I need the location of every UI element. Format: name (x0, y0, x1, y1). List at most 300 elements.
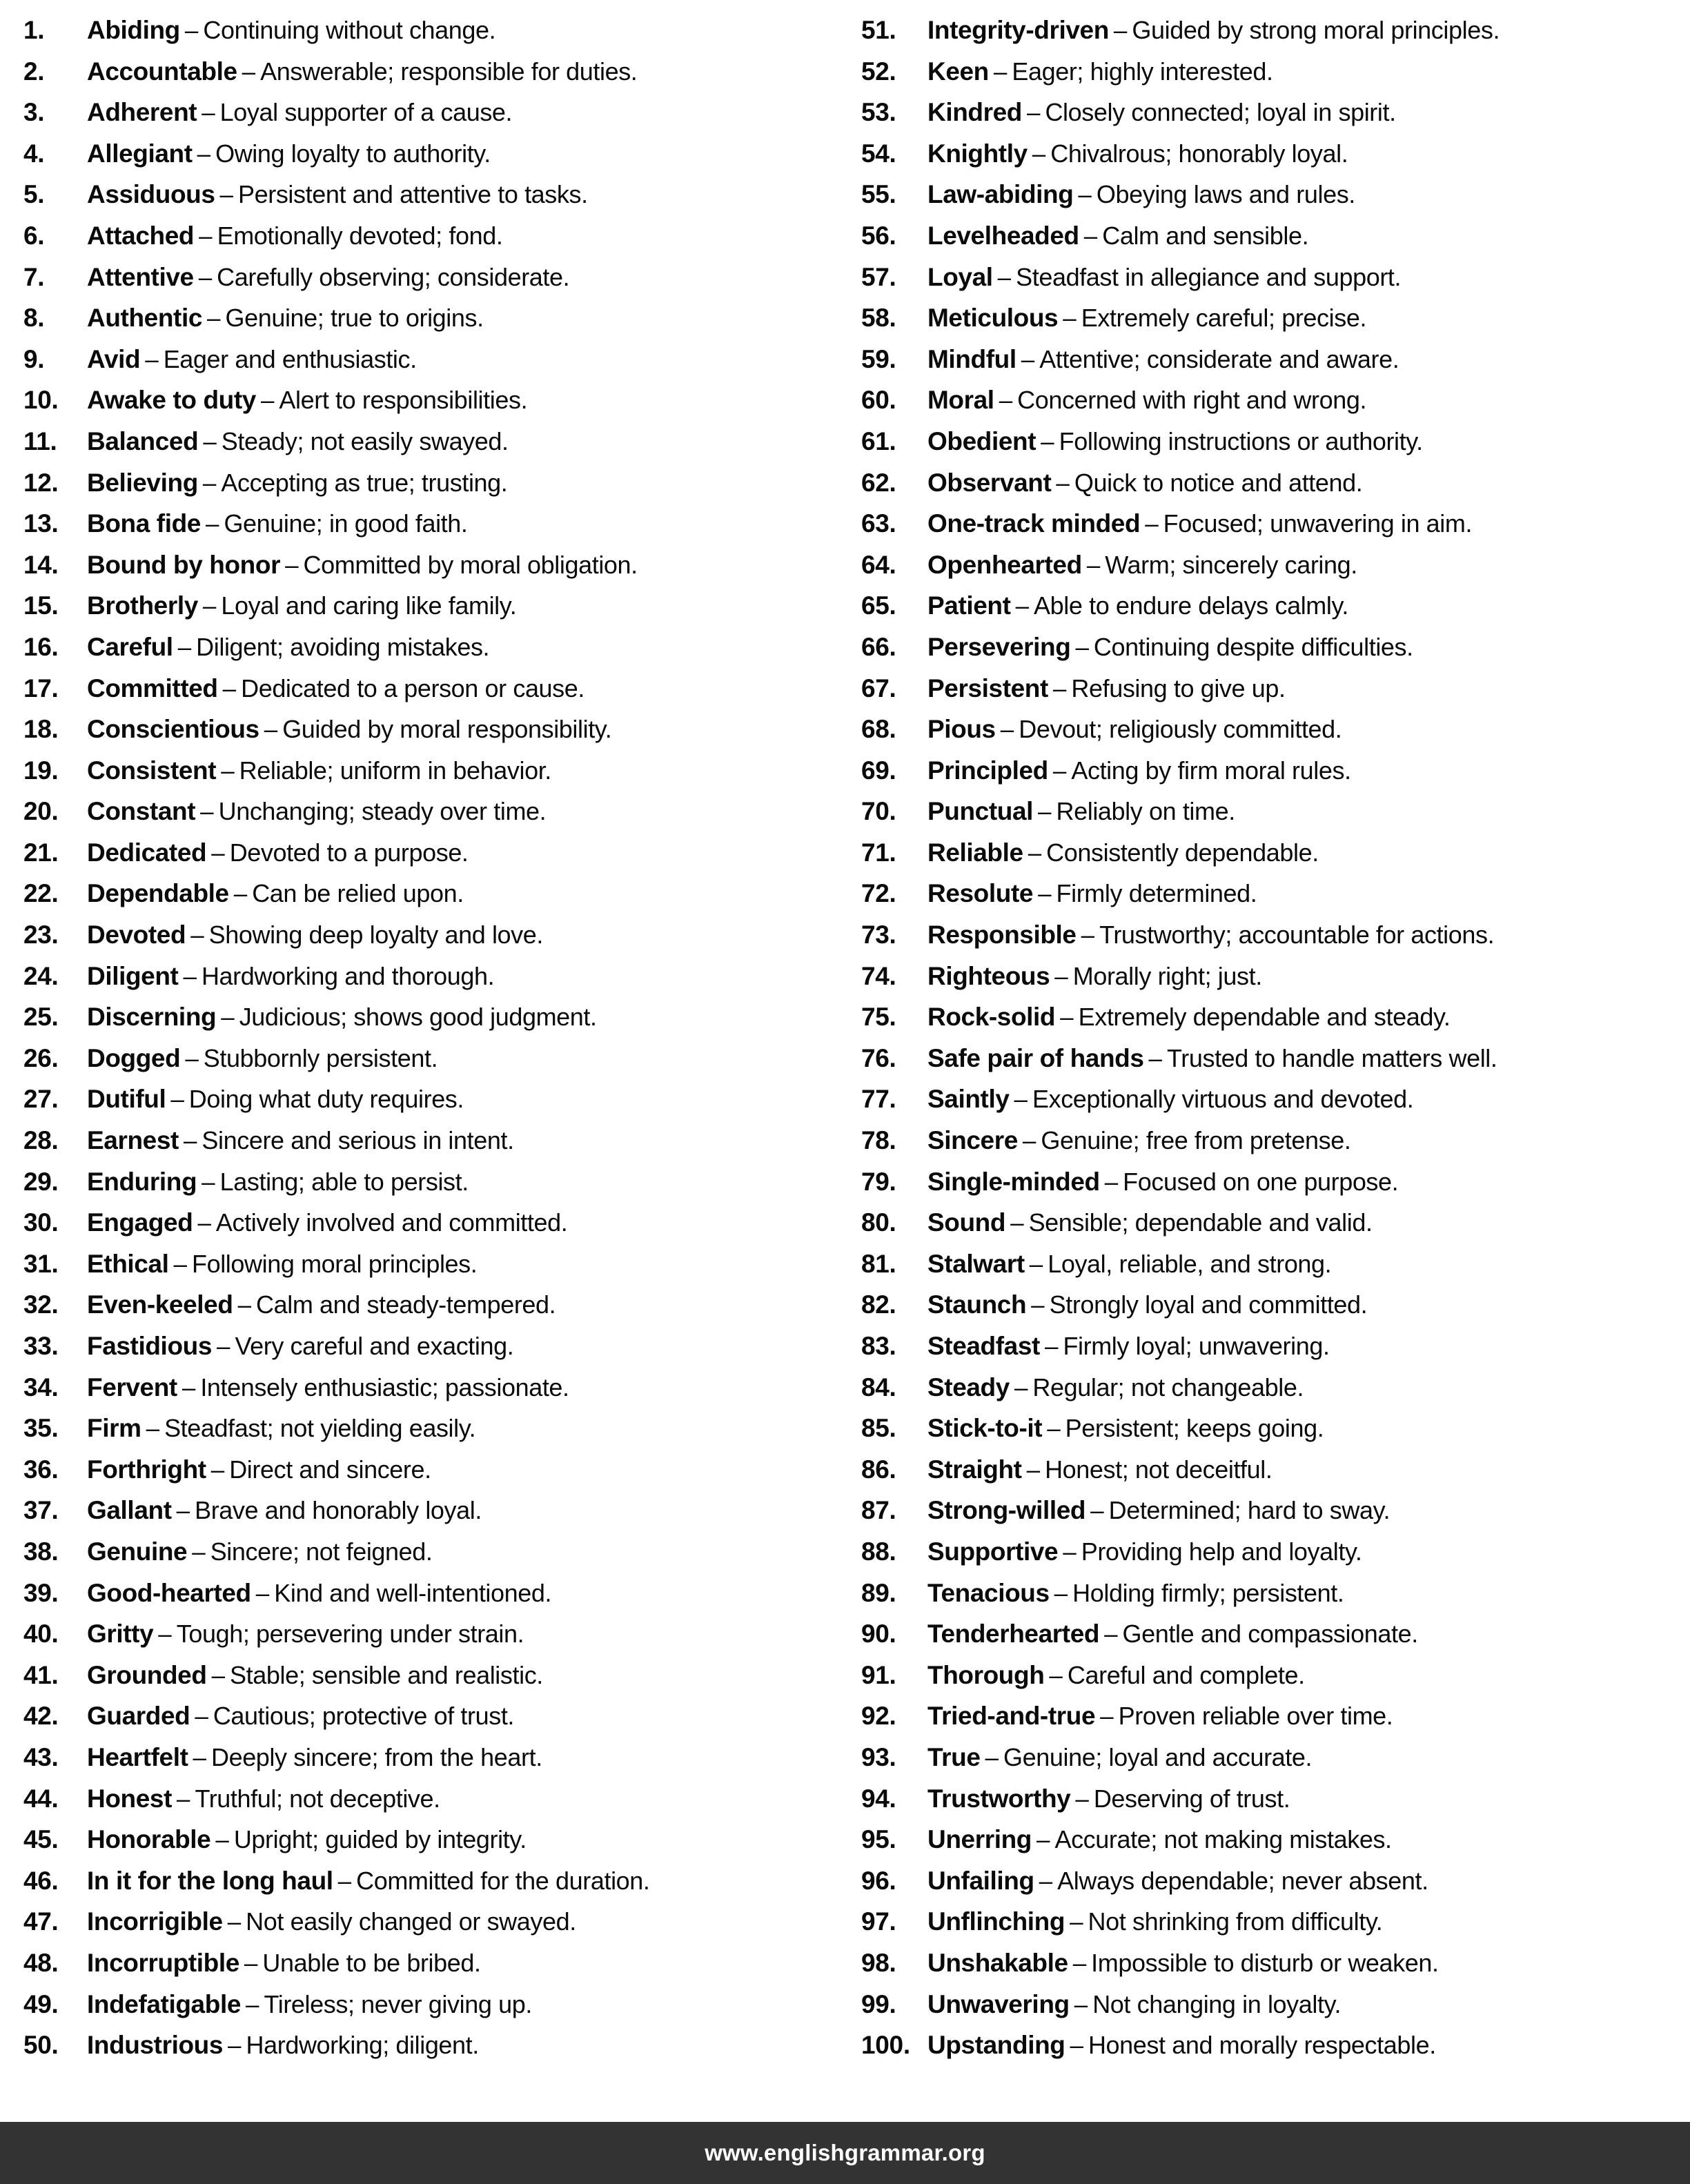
list-item-number: 73. (861, 921, 896, 950)
list-item-term: Dedicated (87, 838, 207, 867)
list-item-term: Levelheaded (927, 221, 1079, 250)
list-item-term: Kindred (927, 98, 1022, 127)
list-item-definition: Showing deep loyalty and love. (208, 921, 543, 950)
list-item (23, 668, 838, 709)
list-item-term: Resolute (927, 879, 1034, 908)
list-item-number: 76. (861, 1043, 896, 1072)
list-item-separator: – (1015, 593, 1030, 620)
list-item-number: 30. (23, 1208, 59, 1237)
list-item-definition: Cautious; protective of trust. (213, 1702, 515, 1731)
list-item (861, 914, 1682, 956)
list-item-term: Grounded (87, 1660, 207, 1689)
list-item-separator: – (1063, 305, 1077, 333)
list-item-definition: Alert to responsibilities. (279, 386, 528, 415)
list-item-term: Devoted (87, 921, 186, 950)
list-item-number: 44. (23, 1784, 59, 1813)
list-item-number: 61. (861, 426, 896, 455)
list-item-term: Thorough (927, 1660, 1045, 1689)
list-item-number: 81. (861, 1249, 896, 1278)
list-item-number: 90. (861, 1620, 896, 1649)
list-item (861, 10, 1682, 51)
list-item-definition: Sensible; dependable and valid. (1028, 1208, 1373, 1237)
list-item-separator: – (246, 1991, 259, 2018)
list-item-number: 54. (861, 139, 896, 168)
list-item-separator: – (1021, 346, 1035, 373)
list-item-separator: – (184, 17, 199, 44)
list-item-definition: Acting by firm moral rules. (1071, 756, 1351, 785)
list-item-term: Observant (927, 468, 1052, 497)
list-item-definition: Committed for the duration. (356, 1866, 650, 1895)
list-item (861, 1737, 1682, 1778)
list-item (861, 1038, 1682, 1079)
list-item (23, 1367, 838, 1408)
list-item-definition: Honest; not deceitful. (1045, 1455, 1273, 1484)
list-item-number: 78. (861, 1126, 896, 1155)
list-item-separator: – (1031, 1292, 1045, 1319)
list-item-definition: Genuine; in good faith. (224, 509, 468, 538)
list-item (23, 1531, 838, 1573)
list-item-definition: Concerned with right and wrong. (1017, 386, 1367, 415)
list-item-number: 77. (861, 1085, 896, 1114)
list-item-term: Principled (927, 756, 1048, 785)
list-item-definition: Accepting as true; trusting. (221, 468, 508, 497)
list-item-term: Staunch (927, 1290, 1027, 1319)
list-item (23, 1860, 838, 1902)
list-item-separator: – (210, 1456, 225, 1484)
list-item-number: 83. (861, 1332, 896, 1360)
list-item-definition: Calm and steady-tempered. (256, 1290, 556, 1319)
list-item-definition: Following instructions or authority. (1059, 426, 1423, 455)
list-item-definition: Genuine; free from pretense. (1041, 1126, 1351, 1155)
list-item (861, 51, 1682, 92)
list-item-term: Genuine (87, 1537, 188, 1566)
list-item (23, 92, 838, 133)
list-item-separator: – (215, 1827, 229, 1854)
list-item-definition: Determined; hard to sway. (1108, 1496, 1391, 1525)
list-item-separator: – (1026, 1456, 1041, 1484)
list-item-term: Indefatigable (87, 1989, 241, 2018)
list-item-term: Authentic (87, 304, 203, 333)
list-item-term: Gallant (87, 1496, 172, 1525)
list-item (861, 1613, 1682, 1655)
list-item-term: Supportive (927, 1537, 1059, 1566)
list-item-number: 88. (861, 1537, 896, 1566)
list-item-number: 64. (861, 550, 896, 579)
list-item (23, 832, 838, 874)
list-item-number: 49. (23, 1989, 59, 2018)
list-item-number: 59. (861, 344, 896, 373)
list-item-number: 62. (861, 468, 896, 497)
list-item-number: 48. (23, 1948, 59, 1977)
list-item-number: 91. (861, 1660, 896, 1689)
list-item-separator: – (1052, 675, 1067, 702)
list-item-number: 71. (861, 838, 896, 867)
list-item-separator: – (1044, 1333, 1059, 1360)
list-item-term: Righteous (927, 961, 1050, 990)
list-item-term: Persistent (927, 673, 1048, 702)
list-item (23, 914, 838, 956)
list-item (23, 956, 838, 997)
list-item-separator: – (211, 1662, 226, 1689)
list-item-separator: – (158, 1621, 172, 1649)
list-item (861, 1655, 1682, 1696)
list-item (23, 1613, 838, 1655)
list-item (861, 1860, 1682, 1902)
list-item (861, 257, 1682, 298)
list-item-definition: Reliably on time. (1056, 797, 1235, 826)
list-item (861, 996, 1682, 1038)
list-item (23, 297, 838, 339)
list-item-term: Integrity-driven (927, 16, 1109, 44)
list-item-separator: – (207, 305, 221, 333)
list-item (861, 1202, 1682, 1243)
list-item-definition: Continuing without change. (203, 16, 496, 44)
list-item-term: One-track minded (927, 509, 1141, 538)
list-item-term: Keen (927, 57, 989, 86)
list-item-separator: – (1078, 181, 1092, 209)
list-item-number: 35. (23, 1414, 59, 1443)
list-item-term: Moral (927, 386, 994, 415)
list-item-term: Incorruptible (87, 1948, 239, 1977)
list-item-definition: Tough; persevering under strain. (176, 1620, 524, 1649)
list-item (861, 1284, 1682, 1326)
list-item-term: Avid (87, 344, 141, 373)
list-item-separator: – (999, 387, 1013, 415)
list-item-separator: – (1100, 1703, 1114, 1731)
list-item-number: 1. (23, 16, 45, 44)
list-item-separator: – (1086, 551, 1101, 579)
list-item-number: 96. (861, 1866, 896, 1895)
list-item-definition: Intensely enthusiastic; passionate. (200, 1373, 569, 1401)
list-item-definition: Eager and enthusiastic. (163, 344, 417, 373)
list-item (23, 1120, 838, 1161)
list-item (861, 1449, 1682, 1491)
list-item-number: 41. (23, 1660, 59, 1689)
list-item-separator: – (1074, 1991, 1088, 2018)
list-item-number: 100. (861, 2031, 910, 2060)
list-item-number: 85. (861, 1414, 896, 1443)
list-item-number: 24. (23, 961, 59, 990)
list-item-separator: – (985, 1744, 999, 1771)
list-item-definition: Unable to be bribed. (262, 1948, 481, 1977)
list-item-number: 82. (861, 1290, 896, 1319)
list-item-number: 12. (23, 468, 59, 497)
list-item-definition: Owing loyalty to authority. (215, 139, 491, 168)
list-item-definition: Focused; unwavering in aim. (1163, 509, 1473, 538)
list-item-definition: Guided by moral responsibility. (282, 715, 612, 744)
list-item-term: Committed (87, 673, 218, 702)
list-item-separator: – (211, 839, 225, 867)
list-item-term: Stick-to-it (927, 1414, 1043, 1443)
list-item-separator: – (1056, 469, 1070, 497)
list-item-number: 87. (861, 1496, 896, 1525)
list-item-separator: – (1041, 428, 1054, 455)
list-item (861, 1243, 1682, 1285)
list-item-separator: – (1075, 633, 1089, 661)
list-item-definition: Accurate; not making mistakes. (1054, 1825, 1392, 1854)
list-item-definition: Unchanging; steady over time. (218, 797, 547, 826)
list-item-number: 99. (861, 1989, 896, 2018)
list-item-number: 89. (861, 1578, 896, 1607)
list-item-definition: Steady; not easily swayed. (221, 426, 509, 455)
list-item (861, 627, 1682, 668)
list-item-term: Fervent (87, 1373, 177, 1401)
list-item-separator: – (1014, 1086, 1028, 1114)
list-item (861, 1408, 1682, 1449)
list-item-definition: Gentle and compassionate. (1122, 1620, 1418, 1649)
list-item-term: In it for the long haul (87, 1866, 333, 1895)
list-item-number: 38. (23, 1537, 59, 1566)
list-item (861, 1367, 1682, 1408)
list-item-number: 39. (23, 1578, 59, 1607)
list-item-number: 8. (23, 304, 45, 333)
list-item-separator: – (222, 675, 237, 702)
list-item-number: 86. (861, 1455, 896, 1484)
list-item-separator: – (202, 1168, 215, 1196)
list-item-definition: Stubbornly persistent. (203, 1043, 438, 1072)
list-item-separator: – (202, 99, 215, 127)
list-item-term: Loyal (927, 262, 993, 291)
list-item-term: Obedient (927, 426, 1036, 455)
list-item-term: Consistent (87, 756, 217, 785)
list-item-term: Law-abiding (927, 180, 1074, 209)
list-item (861, 544, 1682, 586)
footer-website-url: www.englishgrammar.org (705, 2140, 985, 2165)
list-item-separator: – (202, 469, 217, 497)
list-item-number: 37. (23, 1496, 59, 1525)
list-item (23, 10, 838, 51)
list-item (861, 832, 1682, 874)
list-item-term: Gritty (87, 1620, 154, 1649)
list-item-separator: – (233, 881, 248, 908)
list-item-term: Heartfelt (87, 1742, 188, 1771)
list-item-number: 15. (23, 591, 59, 620)
list-item (861, 1901, 1682, 1942)
list-item-separator: – (217, 1333, 230, 1360)
list-item (23, 1449, 838, 1491)
list-item-separator: – (1145, 511, 1159, 538)
list-item-separator: – (173, 1250, 187, 1278)
list-item-term: Unflinching (927, 1907, 1065, 1936)
list-item-number: 66. (861, 632, 896, 661)
list-item-definition: Reliable; uniform in behavior. (239, 756, 551, 785)
list-item-number: 72. (861, 879, 896, 908)
list-item-term: Mindful (927, 344, 1016, 373)
list-item (861, 462, 1682, 504)
list-item-term: Enduring (87, 1167, 197, 1196)
list-item (23, 1655, 838, 1696)
list-item-definition: Honest and morally respectable. (1088, 2031, 1436, 2060)
list-item (861, 339, 1682, 380)
list-item-definition: Trusted to handle matters well. (1167, 1043, 1497, 1072)
list-item-term: Steady (927, 1373, 1010, 1401)
list-item-number: 13. (23, 509, 59, 538)
list-item-number: 9. (23, 344, 45, 373)
list-item-number: 33. (23, 1332, 59, 1360)
list-item-definition: Following moral principles. (192, 1249, 478, 1278)
list-item-term: Honest (87, 1784, 172, 1813)
list-item-separator: – (1113, 17, 1128, 44)
list-item-definition: Genuine; loyal and accurate. (1003, 1742, 1313, 1771)
list-item-number: 19. (23, 756, 59, 785)
list-item-term: Straight (927, 1455, 1022, 1484)
list-item (23, 133, 838, 175)
list-item-separator: – (1047, 1415, 1061, 1443)
list-item-separator: – (1036, 1827, 1050, 1854)
list-item-definition: Attentive; considerate and aware. (1039, 344, 1399, 373)
list-item-number: 46. (23, 1866, 59, 1895)
list-item (23, 1737, 838, 1778)
list-item (23, 627, 838, 668)
list-item-definition: Holding firmly; persistent. (1072, 1578, 1344, 1607)
list-item-separator: – (1029, 1250, 1043, 1278)
list-item-number: 7. (23, 262, 45, 291)
list-item-term: Forthright (87, 1455, 206, 1484)
list-item-term: Ethical (87, 1249, 169, 1278)
list-item-separator: – (177, 633, 192, 661)
list-item-separator: – (1081, 922, 1095, 950)
list-item-term: Incorrigible (87, 1907, 223, 1936)
list-item-number: 22. (23, 879, 59, 908)
list-item-definition: Steadfast; not yielding easily. (164, 1414, 476, 1443)
list-item-definition: Extremely dependable and steady. (1078, 1003, 1451, 1032)
list-item-separator: – (337, 1867, 352, 1895)
list-item-definition: Strongly loyal and committed. (1049, 1290, 1368, 1319)
list-item-definition: Hardworking; diligent. (246, 2031, 479, 2060)
list-item-term: Good-hearted (87, 1578, 251, 1607)
list-item (23, 1901, 838, 1942)
list-item-definition: Diligent; avoiding mistakes. (196, 632, 490, 661)
list-item-term: Openhearted (927, 550, 1082, 579)
list-item-definition: Devoted to a purpose. (229, 838, 469, 867)
list-item-term: Dutiful (87, 1085, 166, 1114)
list-item-separator: – (1032, 140, 1046, 168)
footer-bar (0, 2122, 1690, 2184)
list-item-term: Upstanding (927, 2031, 1065, 2060)
list-item-number: 65. (861, 591, 896, 620)
list-item-definition: Refusing to give up. (1071, 673, 1286, 702)
list-item-number: 40. (23, 1620, 59, 1649)
list-item-number: 56. (861, 221, 896, 250)
list-item-term: Persevering (927, 632, 1071, 661)
list-item-definition: Sincere and serious in intent. (202, 1126, 514, 1155)
list-item-term: Steadfast (927, 1332, 1040, 1360)
list-item (23, 709, 838, 750)
list-item (861, 956, 1682, 997)
list-item-term: Awake to duty (87, 386, 256, 415)
list-item-term: Tried-and-true (927, 1702, 1096, 1731)
list-item-number: 4. (23, 139, 45, 168)
list-item-separator: – (145, 346, 159, 373)
list-item (23, 421, 838, 462)
list-item (23, 585, 838, 627)
list-item-separator: – (1026, 99, 1041, 127)
list-item-definition: Providing help and loyalty. (1081, 1537, 1362, 1566)
list-item-definition: Dedicated to a person or cause. (241, 673, 585, 702)
list-item (861, 380, 1682, 421)
list-item-number: 97. (861, 1907, 896, 1936)
list-item-term: Saintly (927, 1085, 1010, 1114)
list-item-definition: Able to endure delays calmly. (1034, 591, 1349, 620)
list-item-term: Unerring (927, 1825, 1032, 1854)
list-item-definition: Steadfast in allegiance and support. (1016, 262, 1402, 291)
list-item-definition: Doing what duty requires. (188, 1085, 464, 1114)
list-item-term: Unfailing (927, 1866, 1034, 1895)
list-item-number: 58. (861, 304, 896, 333)
list-item-separator: – (1054, 1580, 1068, 1607)
list-item-definition: Committed by moral obligation. (303, 550, 638, 579)
list-item-term: Strong-willed (927, 1496, 1086, 1525)
list-item (861, 1120, 1682, 1161)
list-item-separator: – (228, 2032, 242, 2060)
list-item-definition: Firmly determined. (1056, 879, 1257, 908)
list-item-definition: Deserving of trust. (1093, 1784, 1290, 1813)
list-item-term: Fastidious (87, 1332, 213, 1360)
list-item (23, 51, 838, 92)
list-item-term: Even-keeled (87, 1290, 233, 1319)
list-item-separator: – (1010, 1210, 1024, 1237)
list-item (861, 873, 1682, 914)
list-item (861, 1079, 1682, 1120)
list-item-number: 27. (23, 1085, 59, 1114)
list-item (861, 92, 1682, 133)
list-item (861, 1695, 1682, 1737)
list-item-number: 98. (861, 1948, 896, 1977)
list-item (23, 1284, 838, 1326)
list-item-number: 51. (861, 16, 896, 44)
list-item-separator: – (221, 1004, 235, 1032)
list-item-number: 79. (861, 1167, 896, 1196)
list-item-term: Guarded (87, 1702, 190, 1731)
list-item-separator: – (185, 1045, 199, 1072)
list-item-definition: Not changing in loyalty. (1092, 1989, 1342, 2018)
list-item-term: Balanced (87, 426, 199, 455)
list-item-term: Safe pair of hands (927, 1043, 1144, 1072)
list-item-number: 60. (861, 386, 896, 415)
list-item-term: Sound (927, 1208, 1006, 1237)
list-item-definition: Persistent and attentive to tasks. (238, 180, 588, 209)
list-item-term: Dogged (87, 1043, 181, 1072)
list-item-separator: – (197, 140, 211, 168)
list-item-number: 92. (861, 1702, 896, 1731)
list-item-definition: Stable; sensible and realistic. (230, 1660, 543, 1689)
list-item-number: 52. (861, 57, 896, 86)
list-item (861, 585, 1682, 627)
list-item (23, 996, 838, 1038)
list-item-separator: – (170, 1086, 184, 1114)
list-item-definition: Warm; sincerely caring. (1105, 550, 1357, 579)
list-item-definition: Firmly loyal; unwavering. (1063, 1332, 1330, 1360)
list-item-definition: Guided by strong moral principles. (1132, 16, 1500, 44)
list-item-separator: – (1028, 839, 1042, 867)
list-item-separator: – (264, 716, 278, 744)
list-item (23, 2025, 838, 2066)
list-item-separator: – (198, 264, 213, 291)
list-item-number: 93. (861, 1742, 896, 1771)
list-item-definition: Always dependable; never absent. (1057, 1866, 1428, 1895)
list-item-separator: – (1022, 1128, 1036, 1155)
list-item-separator: – (1083, 222, 1098, 250)
list-item-separator: – (1054, 963, 1068, 990)
list-item-number: 95. (861, 1825, 896, 1854)
list-item-definition: Loyal and caring like family. (221, 591, 517, 620)
list-item-separator: – (203, 428, 217, 455)
list-item-definition: Careful and complete. (1067, 1660, 1305, 1689)
list-item-separator: – (997, 264, 1012, 291)
list-item-term: Single-minded (927, 1167, 1100, 1196)
list-item (23, 750, 838, 791)
list-item-term: Trustworthy (927, 1784, 1071, 1813)
